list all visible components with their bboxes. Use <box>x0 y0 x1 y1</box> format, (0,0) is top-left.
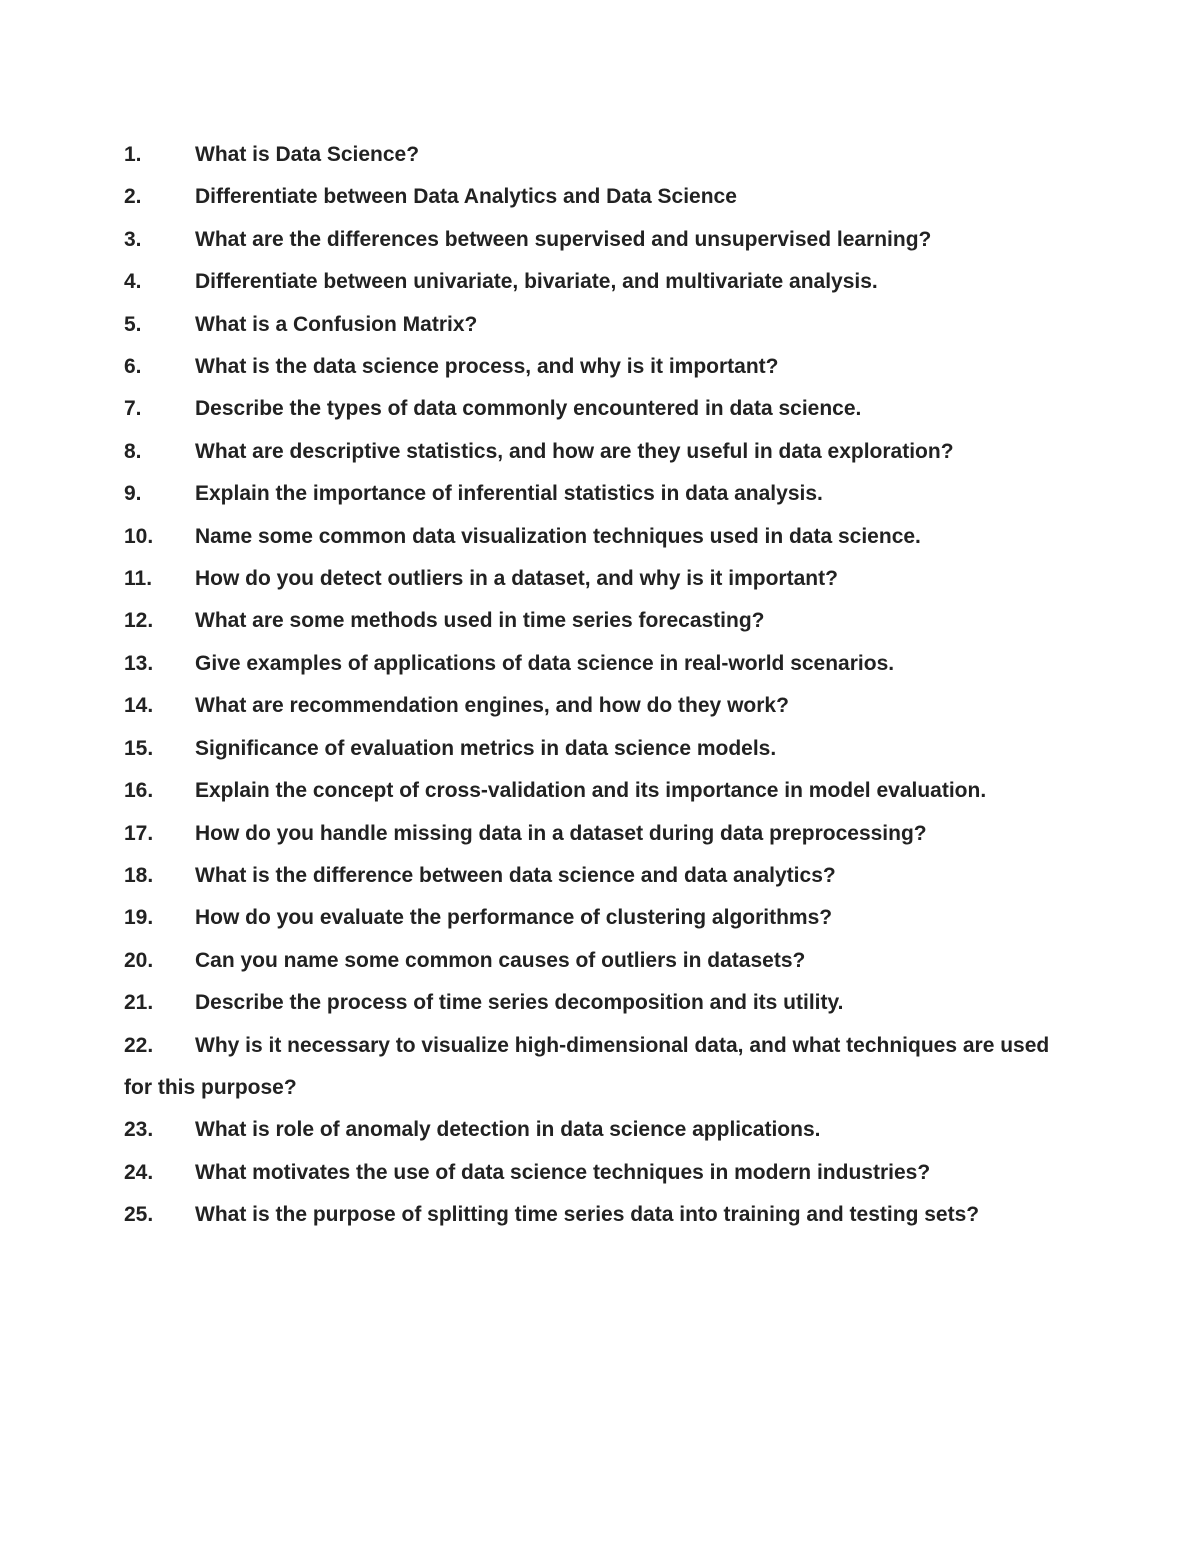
question-item <box>124 261 1054 303</box>
question-item <box>124 1109 1054 1151</box>
question-text: Differentiate between univariate, bivariate, and multivariate analysis. <box>195 270 878 294</box>
question-number: 16. <box>124 779 154 803</box>
question-item <box>124 304 1054 346</box>
question-number: 8. <box>124 439 142 463</box>
question-item <box>124 728 1054 770</box>
question-text: Why is it necessary to visualize high-dimensional data, and what techniques are used for this purpose? <box>124 1033 1050 1099</box>
question-item <box>124 558 1054 600</box>
question-number: 21. <box>124 991 154 1015</box>
question-item <box>124 982 1054 1024</box>
question-number: 15. <box>124 736 154 760</box>
question-number: 17. <box>124 821 154 845</box>
question-number: 9. <box>124 482 142 506</box>
question-text: Explain the concept of cross-validation and its importance in model evaluation. <box>195 779 987 803</box>
question-list <box>124 134 1054 1237</box>
question-number: 10. <box>124 524 154 548</box>
question-item <box>124 346 1054 388</box>
question-text: What is the purpose of splitting time series data into training and testing sets? <box>195 1203 980 1227</box>
question-item <box>124 897 1054 939</box>
question-item <box>124 134 1054 176</box>
question-item <box>124 1194 1054 1236</box>
question-number: 11. <box>124 567 153 591</box>
question-number: 7. <box>124 397 142 421</box>
question-text: What is a Confusion Matrix? <box>195 312 478 336</box>
question-text: How do you evaluate the performance of clustering algorithms? <box>195 906 833 930</box>
question-text: What is role of anomaly detection in data science applications. <box>195 1118 821 1142</box>
document-page <box>124 134 1054 1237</box>
question-text: Can you name some common causes of outliers in datasets? <box>195 948 806 972</box>
question-number: 25. <box>124 1203 154 1227</box>
question-item <box>124 1025 1054 1110</box>
question-item <box>124 813 1054 855</box>
question-text: What is the data science process, and why is it important? <box>195 355 779 379</box>
question-item <box>124 431 1054 473</box>
question-text: Give examples of applications of data science in real-world scenarios. <box>195 651 895 675</box>
question-number: 24. <box>124 1160 154 1184</box>
question-item <box>124 388 1054 430</box>
question-number: 5. <box>124 312 142 336</box>
question-item <box>124 643 1054 685</box>
question-text: Name some common data visualization techniques used in data science. <box>195 524 921 548</box>
question-item <box>124 516 1054 558</box>
question-number: 20. <box>124 948 154 972</box>
question-item <box>124 770 1054 812</box>
question-text: Significance of evaluation metrics in data science models. <box>195 736 777 760</box>
question-item <box>124 940 1054 982</box>
question-text: How do you handle missing data in a dataset during data preprocessing? <box>195 821 927 845</box>
question-item <box>124 1152 1054 1194</box>
question-number: 22. <box>124 1033 154 1057</box>
question-item <box>124 219 1054 261</box>
question-text: Describe the types of data commonly encountered in data science. <box>195 397 862 421</box>
question-item <box>124 685 1054 727</box>
question-number: 2. <box>124 185 142 209</box>
question-number: 6. <box>124 355 142 379</box>
question-number: 1. <box>124 143 142 166</box>
question-text: How do you detect outliers in a dataset, and why is it important? <box>195 567 838 591</box>
question-item <box>124 855 1054 897</box>
question-item <box>124 473 1054 515</box>
question-text: What are descriptive statistics, and how are they useful in data exploration? <box>195 439 954 463</box>
question-text: What is the difference between data science and data analytics? <box>195 863 836 887</box>
question-number: 14. <box>124 694 154 718</box>
question-text: Describe the process of time series decomposition and its utility. <box>195 991 844 1015</box>
question-text: Explain the importance of inferential statistics in data analysis. <box>195 482 823 506</box>
question-item <box>124 600 1054 642</box>
question-text: What are some methods used in time series forecasting? <box>195 609 765 633</box>
question-number: 12. <box>124 609 154 633</box>
question-number: 23. <box>124 1118 154 1142</box>
question-text: What are recommendation engines, and how do they work? <box>195 694 789 718</box>
question-number: 4. <box>124 270 142 294</box>
question-number: 18. <box>124 863 154 887</box>
question-text: Differentiate between Data Analytics and Data Science <box>195 185 737 209</box>
question-text: What is Data Science? <box>195 143 420 166</box>
question-item <box>124 176 1054 218</box>
question-text: What motivates the use of data science techniques in modern industries? <box>195 1160 931 1184</box>
question-number: 13. <box>124 651 154 675</box>
question-number: 19. <box>124 906 154 930</box>
question-number: 3. <box>124 227 142 251</box>
question-text: What are the differences between supervised and unsupervised learning? <box>195 227 932 251</box>
